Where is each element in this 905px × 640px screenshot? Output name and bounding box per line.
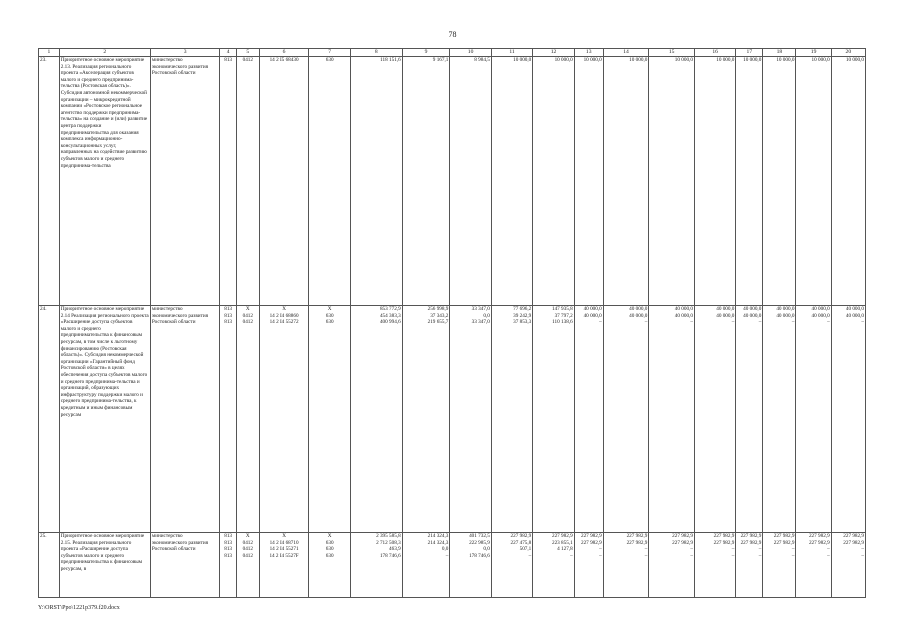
cell-col-13 [574,306,603,533]
cell-value: 227 982,9 [843,539,864,546]
cell-col-9 [402,533,450,598]
cell-col-9 [402,57,450,306]
cell-value: 4 127,8 [557,546,573,553]
cell-value: 223 855,1 [551,539,573,546]
cell-col-12 [533,306,574,533]
cell-value: 227 982,9 [510,533,532,539]
cell-value: 630 [325,546,334,553]
cell-value: 214 324,3 [427,533,449,539]
cell-col-17 [736,306,763,533]
cell-value: 853 772,9 [379,306,401,312]
cell-value: 40 000,0 [716,306,735,312]
cell-value: – [758,552,762,559]
cell-value: 227 982,9 [773,539,795,546]
cell-value: 37 343,2 [430,312,449,319]
cell-value: 813 [224,312,232,319]
cell-value: 630 [325,539,334,546]
cell-value: – [644,546,648,553]
cell-col-16 [694,306,735,533]
cell-col-14 [603,306,649,533]
column-header: 11 [491,49,532,57]
cell-col-4 [220,306,237,533]
cell-col-8 [350,57,402,306]
cell-value: 227 982,9 [580,539,602,546]
column-header: 17 [736,49,763,57]
cell-col-18 [763,533,796,598]
cell-value: 0412 [242,57,253,63]
cell-value: 40 000,0 [845,312,864,319]
cell-value: 227 982,9 [808,533,830,539]
cell-value: 0412 [242,539,253,546]
cell-value: 40 000,0 [743,312,762,319]
cell-value: 37 797,2 [554,312,573,319]
cell-col-20 [831,533,865,598]
column-header: 5 [236,49,259,57]
cell-value: – [528,552,532,559]
cell-value: – [599,552,602,559]
cell-col-18 [763,57,796,306]
cell-col-11 [491,57,532,306]
cell-col-7 [309,533,350,598]
cell-col-11 [491,533,532,598]
cell-value: 10 000,0 [716,57,735,63]
cell-value: 40 000,0 [583,312,602,319]
cell-value: – [861,552,864,559]
cell-value: 10 000,0 [743,57,762,63]
cell-value: 9 167,1 [432,57,449,63]
cell-value: – [644,319,648,326]
executor: министерство экономического развития Ростовской области [150,57,219,306]
cell-value: 227 475,8 [510,539,532,546]
cell-value: 10 000,0 [811,57,830,63]
cell-value: X [282,533,286,539]
cell-col-14 [603,57,649,306]
cell-value: X [327,306,332,312]
cell-value: 813 [224,533,232,539]
cell-value: 227 982,9 [672,533,693,539]
cell-value: 39 242,9 [513,312,532,319]
cell-value: 813 [224,539,232,546]
table-header-row [39,49,866,57]
cell-value: 77 696,2 [513,306,532,312]
cell-value: 40 000,0 [629,312,648,319]
cell-value: 10 000,0 [583,57,602,63]
cell-value: 2 395 585,8 [376,533,401,539]
cell-col-18 [763,306,796,533]
cell-value: 40 000,0 [811,306,830,312]
cell-value: X [245,306,250,312]
cell-value: 40 000,0 [743,306,762,312]
column-header: 7 [309,49,350,57]
cell-value: 0412 [242,312,253,319]
cell-value: 256 998,9 [427,306,449,312]
row-number: 25. [39,533,60,598]
column-header: 6 [259,49,309,57]
activity-description: Приоритетное основное мероприятие 2.15. Реализация регионального проекта «Расширение доступа субъектов малого и среднего предпринимательства к финансовым ресурсам, в [59,533,150,598]
cell-value: 10 000,0 [513,57,532,63]
cell-value: – [570,552,573,559]
cell-value: 630 [325,57,334,63]
row-number: 24. [39,306,60,533]
cell-col-15 [649,533,695,598]
cell-value: 813 [224,319,232,326]
cell-value: 40 000,0 [845,306,864,312]
cell-value: – [599,546,602,553]
cell-value: 227 982,9 [713,533,735,539]
column-header: 3 [150,49,219,57]
row-number: 23. [39,57,60,306]
cell-value: 227 982,9 [713,539,735,546]
cell-value: 40 000,0 [583,306,602,312]
cell-value: 400 994,6 [379,319,401,326]
cell-value: 0412 [242,319,253,326]
cell-value: 227 982,9 [740,533,762,539]
executor: министерство экономического развития Ростовской области [150,533,219,598]
cell-col-10 [450,306,491,533]
cell-col-17 [736,57,763,306]
cell-col-9 [402,306,450,533]
cell-col-11 [491,306,532,533]
cell-col-4 [220,533,237,598]
cell-value: 10 000,0 [845,57,864,63]
cell-value: – [599,319,602,326]
column-header: 16 [694,49,735,57]
cell-value: 147 935,8 [551,306,573,312]
cell-value: 0,0 [483,312,490,319]
cell-col-6 [259,533,309,598]
cell-value: 219 655,7 [427,319,449,326]
table-row [39,533,866,598]
column-header: 13 [574,49,603,57]
cell-value: X [245,533,250,539]
cell-value: 222 985,9 [469,539,490,546]
cell-value: 14 2 I4 55271 [269,546,299,553]
cell-col-5 [236,57,259,306]
cell-value: 40 000,0 [629,306,648,312]
cell-value: 630 [325,312,334,319]
cell-value: 2 712 508,3 [376,539,401,546]
cell-value: 40 000,0 [776,306,795,312]
cell-value: – [758,546,762,553]
cell-value: 227 982,9 [580,533,602,539]
cell-value: 630 [325,319,334,326]
cell-col-16 [694,533,735,598]
cell-value: – [861,319,864,326]
cell-value: 10 000,0 [776,57,795,63]
cell-value: 14 2 I4 55272 [269,319,299,326]
cell-value: 14 2 I4 68860 [269,312,299,319]
cell-col-4 [220,57,237,306]
cell-value: 33 347,0 [471,306,490,312]
cell-value: – [791,552,795,559]
column-header: 18 [763,49,796,57]
cell-value: 0,0 [441,546,449,553]
cell-col-13 [574,533,603,598]
cell-value: 40 000,0 [674,312,693,319]
column-header: 9 [402,49,450,57]
cell-value: 813 [224,57,232,63]
cell-value: 227 982,9 [672,539,693,546]
cell-value: 14 2 I4 68710 [269,539,299,546]
cell-value: – [690,319,693,326]
cell-value: 463,9 [389,546,401,553]
cell-value: 10 000,0 [629,57,648,63]
cell-value: – [731,319,735,326]
cell-value: 630 [325,552,334,559]
cell-value: 0412 [242,552,253,559]
column-header: 14 [603,49,649,57]
cell-value: – [827,319,830,326]
cell-col-12 [533,57,574,306]
cell-col-19 [796,57,831,306]
cell-col-7 [309,57,350,306]
cell-value: 227 982,9 [773,533,795,539]
cell-value: 10 000,0 [554,57,573,63]
document-path: Y:\ORST\Ppo\1221p379.f20.docx [38,605,120,611]
cell-col-6 [259,306,309,533]
activity-description: Приоритетное основное мероприятие 2.13. Реализация регионального проекта «Акселерация субъектов малого и среднего предпринима-тельства (Ростовская область)». Субсидия автономной некоммерческой организации – микрокредитной компании «Ростовское региональное агентство поддержки предпринима-тельства» на создание и (или) развитие центра поддержки предпринимательства для оказания комплекса информационно-консультационных услуг, направленных на содействие развитию субъектов малого и среднего предпринима-тельства [59,57,150,306]
cell-value: 8 984,5 [474,57,490,63]
cell-col-20 [831,306,865,533]
cell-col-15 [649,57,695,306]
cell-col-5 [236,306,259,533]
cell-value: 507,1 [519,546,532,553]
cell-col-19 [796,306,831,533]
cell-value: 110 138,6 [552,319,573,326]
cell-value: 227 982,9 [740,539,762,546]
cell-value: 40 000,0 [776,312,795,319]
cell-value: 227 982,9 [843,533,864,539]
cell-value: – [445,552,449,559]
column-header: 10 [450,49,491,57]
cell-col-16 [694,57,735,306]
cell-value: 118 151,6 [380,57,401,63]
cell-value: 0412 [242,546,253,553]
cell-col-10 [450,533,491,598]
budget-table [38,48,866,598]
column-header: 4 [220,49,237,57]
cell-value: 813 [224,546,232,553]
cell-col-13 [574,57,603,306]
cell-col-8 [350,306,402,533]
cell-value: 14 2 I4 5527F [269,552,299,559]
cell-col-10 [450,57,491,306]
cell-value: 178 746,6 [469,552,490,559]
column-header: 20 [831,49,865,57]
table-row [39,306,866,533]
cell-value: – [758,319,762,326]
cell-value: 33 347,0 [471,319,490,326]
cell-value: 227 982,9 [551,533,573,539]
cell-value: – [690,552,693,559]
cell-value: X [327,533,332,539]
cell-value: 40 000,0 [716,312,735,319]
cell-value: – [791,546,795,553]
cell-value: – [791,319,795,326]
cell-col-5 [236,533,259,598]
column-header: 2 [59,49,150,57]
cell-value: – [690,546,693,553]
table-row [39,57,866,306]
column-header: 19 [796,49,831,57]
cell-col-15 [649,306,695,533]
cell-value: – [861,546,864,553]
cell-col-8 [350,533,402,598]
page-number: 78 [448,30,457,39]
activity-description: Приоритетное основное мероприятие 2.14 Реализация регионального проекта «Расширение доступа субъектов малого и среднего предпринимательства к финансовым ресурсам, в том числе к льготному финансированию (Ростовская область)». Субсидия некоммерческой организации «Гарантийный фонд Ростовской области» в целях обеспечения доступа субъектов малого и среднего предпринима-тельства и организаций, образующих инфраструктуру поддержки малого и среднего предпринима-тельства, к кредитным и иным финансовым ресурсам [59,306,150,533]
cell-value: 227 982,9 [808,539,830,546]
cell-value: 454 383,3 [379,312,401,319]
cell-value: X [282,306,286,312]
cell-value: 178 746,6 [379,552,401,559]
cell-value: 214 324,3 [427,539,449,546]
cell-value: 227 982,9 [626,533,648,539]
cell-value: 40 000,0 [674,306,693,312]
cell-value: 37 853,3 [513,319,532,326]
cell-value: – [731,552,735,559]
column-header: 12 [533,49,574,57]
cell-value: 813 [224,306,232,312]
cell-col-19 [796,533,831,598]
cell-value: 227 982,9 [626,539,648,546]
cell-col-17 [736,533,763,598]
cell-value: – [827,552,830,559]
cell-col-14 [603,533,649,598]
cell-value: 401 732,5 [469,533,490,539]
cell-col-7 [309,306,350,533]
cell-value: 813 [224,552,232,559]
cell-col-6 [259,57,309,306]
cell-col-20 [831,57,865,306]
cell-value: 14 2 I5 68430 [269,57,299,63]
cell-value: – [644,552,648,559]
executor: министерство экономического развития Ростовской области [150,306,219,533]
cell-value: 10 000,0 [674,57,693,63]
column-header: 15 [649,49,695,57]
cell-value: – [827,546,830,553]
cell-value: 40 000,0 [811,312,830,319]
cell-value: – [731,546,735,553]
column-header: 8 [350,49,402,57]
cell-col-12 [533,533,574,598]
cell-value: 0,0 [483,546,490,553]
column-header: 1 [39,49,60,57]
